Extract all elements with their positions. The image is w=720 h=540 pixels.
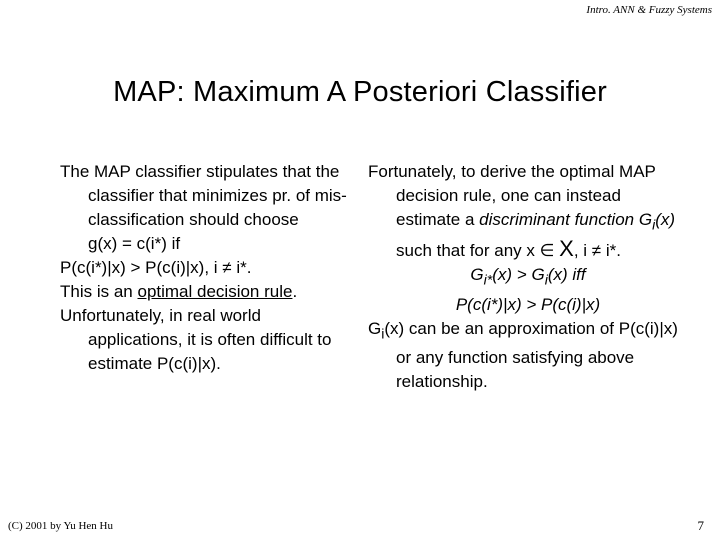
page-number: 7 <box>697 518 704 533</box>
set-x-symbol: X <box>559 236 574 262</box>
right-paragraph-4 <box>368 317 688 394</box>
left-p3-pre: This is an <box>60 282 138 301</box>
right-p2-sub1: i* <box>483 272 493 289</box>
discriminant-function-text: discriminant function G <box>479 210 653 229</box>
right-p1-paren: (x) <box>655 210 676 229</box>
left-column <box>60 160 350 376</box>
right-p4-b: (x) can be an approximation of P(c(i)|x) or any function satisfying above relationship. <box>384 318 678 392</box>
right-p4-sub: i <box>381 326 385 343</box>
optimal-decision-rule-text: optimal decision rule <box>137 282 293 301</box>
right-paragraph-2 <box>368 263 688 292</box>
right-p1-pre: Fortunately, to derive the optimal MAP decision rule, one can instead estimate a <box>368 162 656 229</box>
left-p1b-text: g(x) = c(i*) if <box>88 234 181 253</box>
left-paragraph-1 <box>60 160 350 256</box>
right-paragraph-3: P(c(i*)|x) > P(c(i)|x) <box>455 294 601 314</box>
left-paragraph-2: P(c(i*)|x) > P(c(i)|x), i ≠ i*. <box>60 258 252 277</box>
right-p2-c: (x) iff <box>547 265 586 285</box>
left-paragraph-4: Unfortunately, in real world applications, it is often difficult to estimate P(c(i)|x). <box>60 306 332 373</box>
right-paragraph-1 <box>368 160 688 263</box>
left-p3-post: . <box>292 282 298 301</box>
left-paragraph-3 <box>60 280 350 304</box>
right-column <box>368 160 688 394</box>
right-p1-end: , i ≠ i*. <box>573 241 621 261</box>
right-p2-b: (x) > G <box>492 265 545 285</box>
right-p4-a: G <box>368 318 382 338</box>
course-header: Intro. ANN & Fuzzy Systems <box>586 4 712 16</box>
copyright-footer: (C) 2001 by Yu Hen Hu <box>8 520 113 532</box>
right-p1-sub: i <box>652 217 656 234</box>
slide-title: MAP: Maximum A Posteriori Classifier <box>113 76 607 108</box>
right-p2-sub2: i <box>544 272 548 289</box>
left-p1-text: The MAP classifier stipulates that the classifier that minimizes pr. of mis-classification should choose <box>60 162 347 229</box>
right-p1-tail: such that for any x ∈ <box>396 241 560 261</box>
right-p2-a: G <box>470 265 484 285</box>
